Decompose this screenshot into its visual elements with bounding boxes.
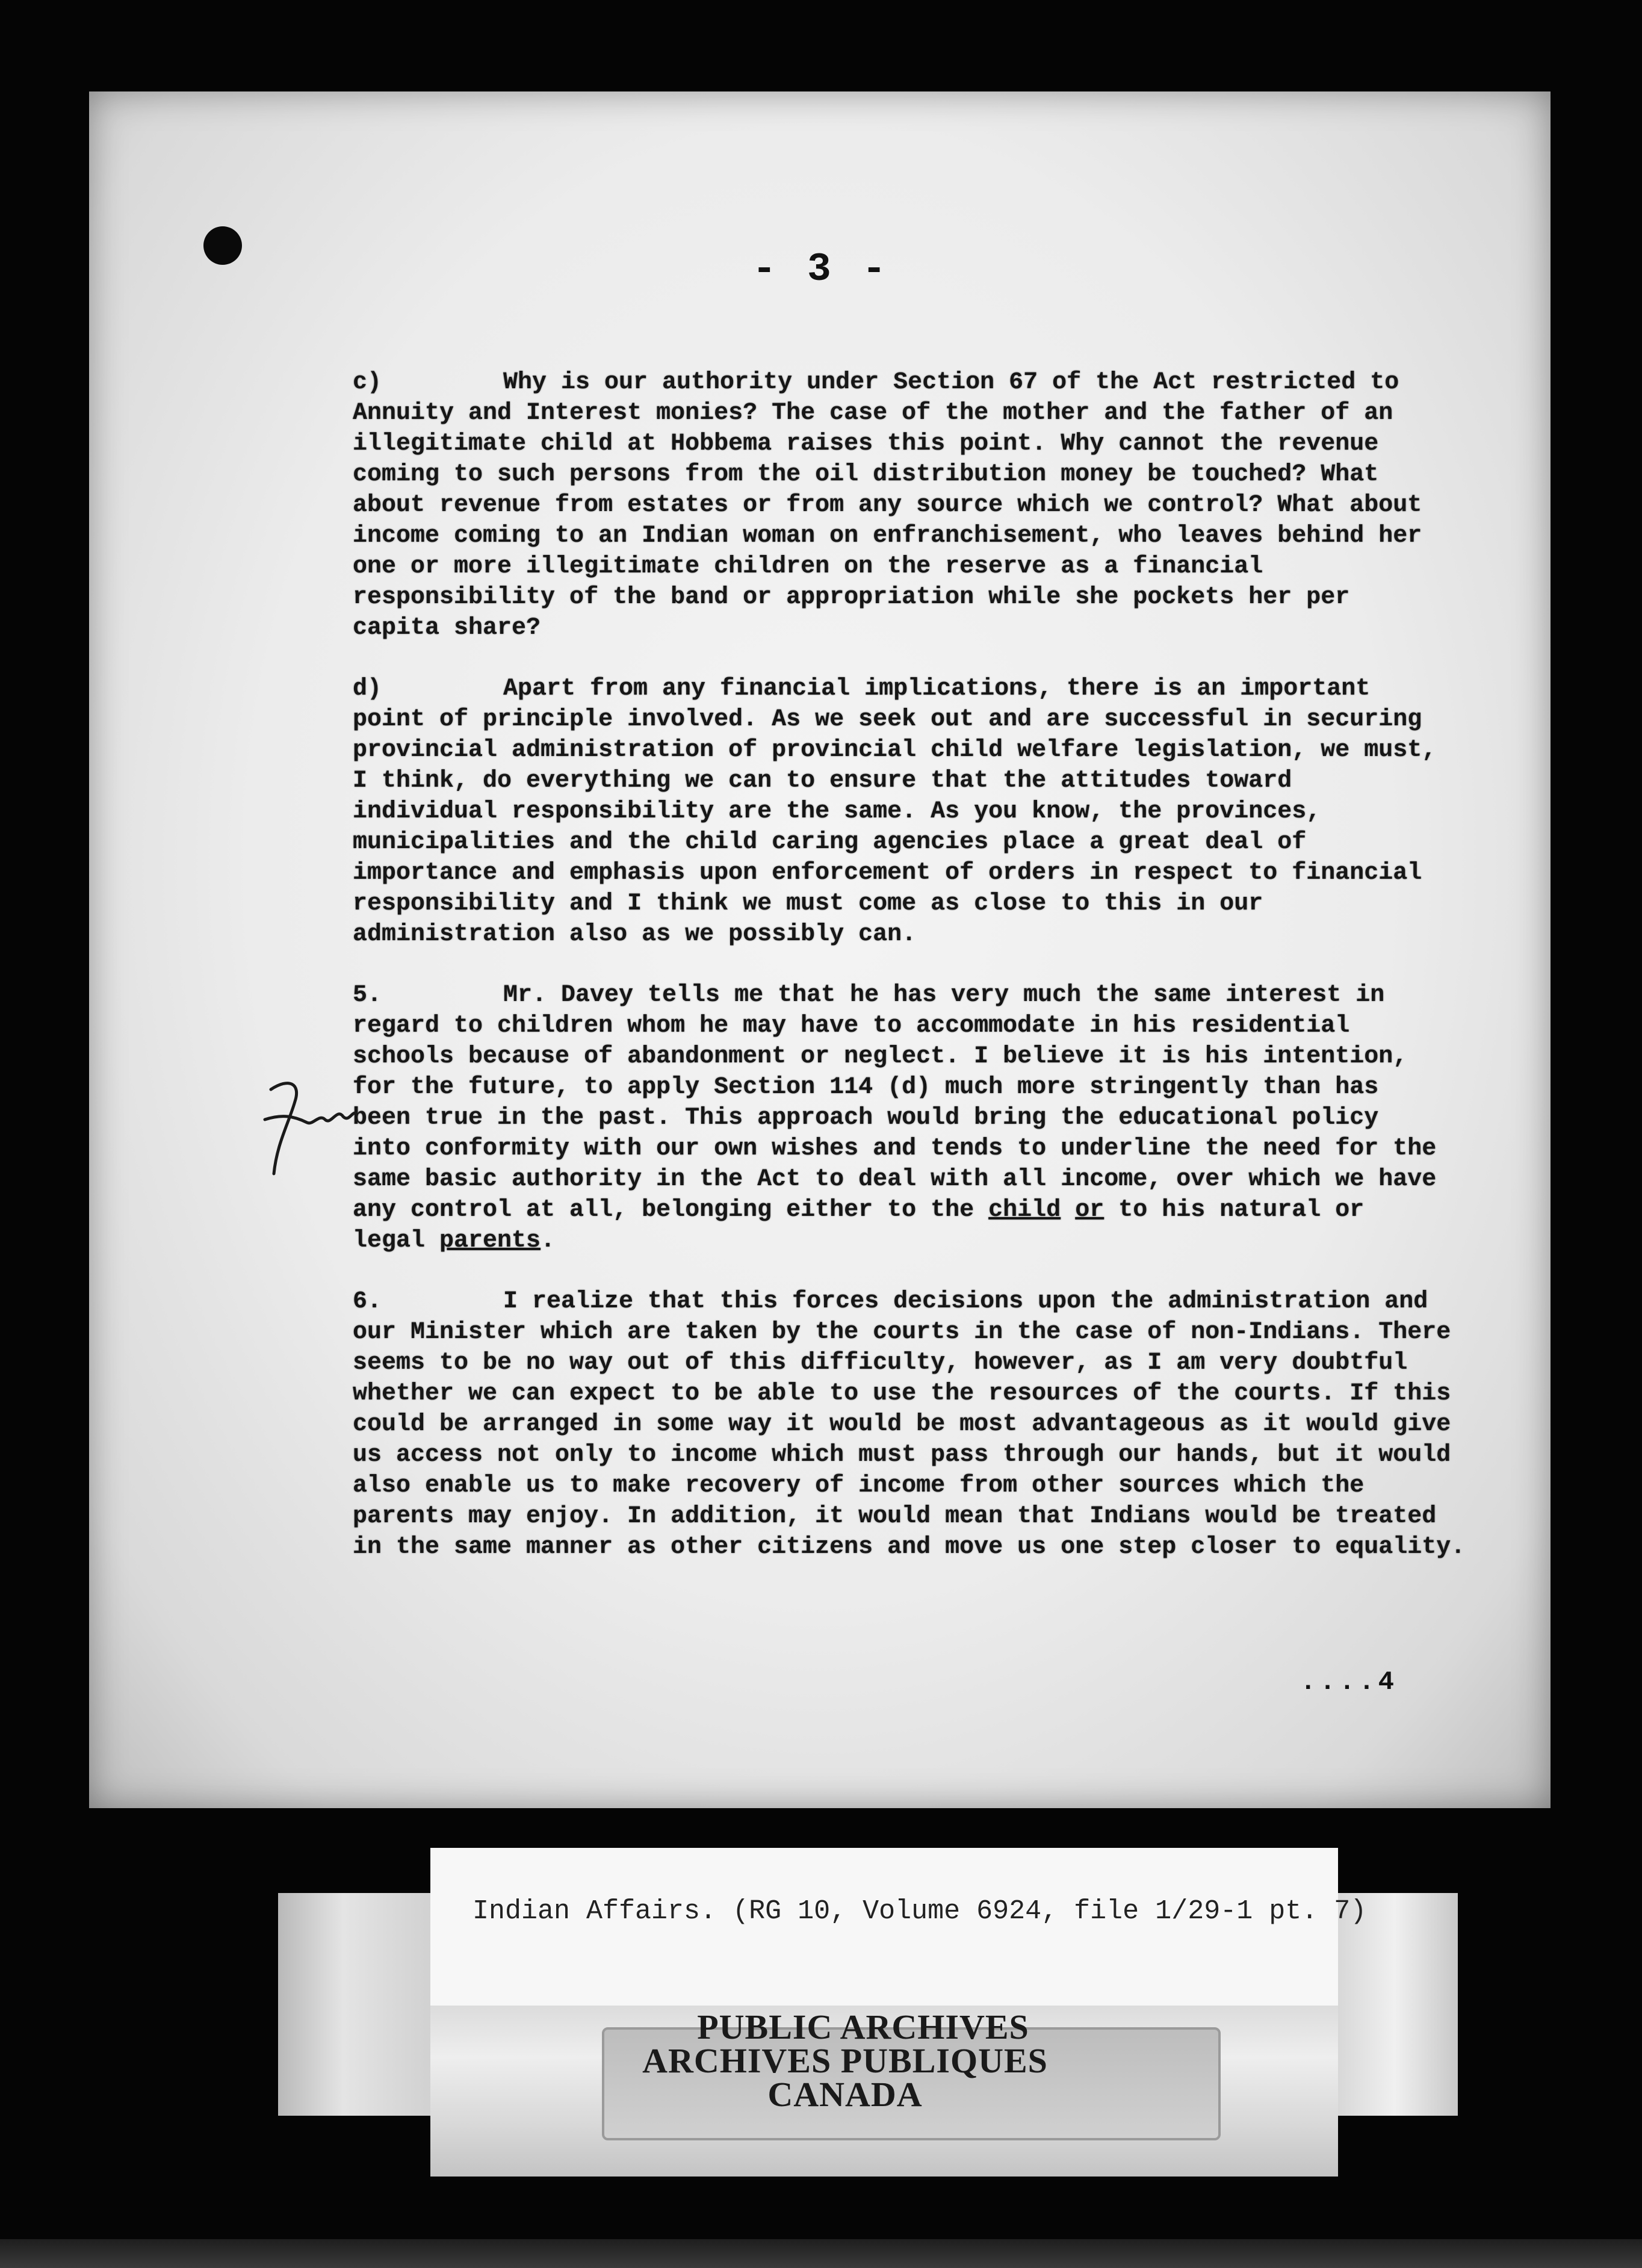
paragraph-6 bbox=[353, 1286, 1466, 1563]
citation-card bbox=[430, 1848, 1338, 2006]
underlined-word: or bbox=[1075, 1197, 1104, 1224]
paragraph-5 bbox=[353, 980, 1448, 1256]
paragraph-text: Why is our authority under Section 67 of the Act restricted to Annuity and Interest monies? The case of the mother and the father of an illegitimate child at Hobbema raises this point. Why cannot the revenue coming to such persons from the oil distribution money be touched? What about revenue from estates or from any source which we control? What about income coming to an Indian woman on enfranchisement, who leaves behind her one or more illegitimate children on the reserve as a financial responsibility of the band or appropriation while she pockets her per capita share? bbox=[353, 369, 1422, 642]
page-number: - 3 - bbox=[752, 247, 890, 292]
archive-citation: Indian Affairs. (RG 10, Volume 6924, file 1/29-1 pt. 7) bbox=[472, 1896, 1367, 1927]
paragraph-c bbox=[353, 367, 1448, 643]
underlined-word: parents bbox=[439, 1227, 541, 1254]
paragraph-text: I realize that this forces decisions upon the administration and our Minister which are taken by the courts in the case of non-Indians. There seems to be no way out of this difficulty, however, as I am very doubtful whether we can expect to be able to use the resources of the courts. If this could be arranged in some way it would be most advantageous as it would give us access not only to income which must pass through our hands, but it would also enable us to make recovery of income from other sources which the parents may enjoy. In addition, it would mean that Indians would be treated in the same manner as other citizens and move us one step closer to equality. bbox=[353, 1288, 1466, 1561]
paragraph-text: Mr. Davey tells me that he has very much the same interest in regard to children whom he may have to accommodate in his residential schools because of abandonment or neglect. I believe it is his intention, for the future, to apply Section 114 (d) much more stringently than has been true in the past. This approach would bring the educational policy into conformity with our own wishes and tends to underline the need for the same basic authority in the Act to deal with all income, over which we have any control at all, belonging either to the bbox=[353, 982, 1437, 1224]
handwritten-note bbox=[253, 1065, 361, 1186]
paragraph-label: c) bbox=[353, 369, 382, 396]
underlined-word: child bbox=[988, 1197, 1061, 1224]
paragraph-label: 6. bbox=[353, 1288, 382, 1315]
paragraph-label: d) bbox=[353, 675, 382, 702]
film-edge bbox=[0, 2239, 1642, 2268]
letter-body bbox=[353, 367, 1466, 1593]
paragraph-text bbox=[1061, 1197, 1075, 1224]
stamp-line-canada: CANADA bbox=[767, 2075, 923, 2114]
stamp-line-archives-publiques: ARCHIVES PUBLIQUES bbox=[642, 2041, 1048, 2080]
paragraph-text: . bbox=[541, 1227, 556, 1254]
paragraph-label: 5. bbox=[353, 982, 382, 1009]
paragraph-d bbox=[353, 674, 1448, 950]
stamp-line-public-archives: PUBLIC ARCHIVES bbox=[697, 2007, 1029, 2046]
paragraph-text: to his natural or legal bbox=[353, 1197, 1365, 1254]
continuation-marker: ....4 bbox=[1300, 1667, 1398, 1697]
paragraph-text: Apart from any financial implications, there is an important point of principle involved. As we seek out and are successful in securing provincial administration of provincial child welfare legislation, we must, I think, do everything we can to ensure that the attitudes toward individual responsibility are the same. As you know, the provinces, municipalities and the child caring agencies place a great deal of importance and emphasis upon enforcement of orders in respect to financial responsibility and I think we must come as close to this in our administration also as we possibly can. bbox=[353, 675, 1437, 948]
